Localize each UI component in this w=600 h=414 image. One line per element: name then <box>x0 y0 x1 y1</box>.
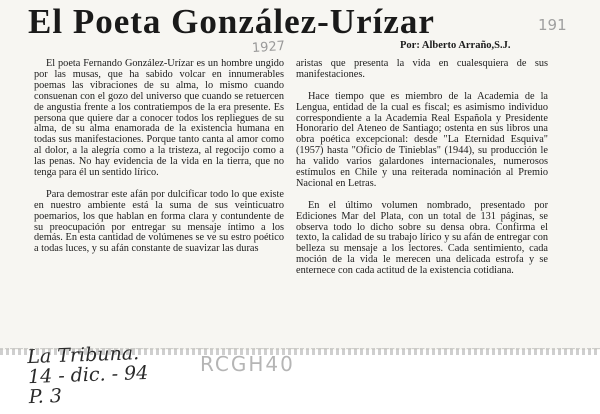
handwritten-side-note: 191 <box>538 16 567 34</box>
paragraph: aristas que presenta la vida en cualesquiera de sus manifestaciones. <box>296 58 548 80</box>
source-newspaper: La Tribuna. <box>26 342 140 369</box>
article-right-column <box>296 59 548 288</box>
paragraph: Para demostrar este afán por dulcificar todo lo que existe en nuestro ambiente está la suma de sus veinticuatro poemarios, los que hablan en forma clara y contundente de su preocupación por entregar su mensaje íntimo a los demás. En esta cantidad de volúmenes se ve su estro poético a todas luces, y su afán constante de suavizar las duras <box>34 188 284 255</box>
source-date: 14 - dic. - 94 <box>27 361 149 389</box>
handwritten-source-note <box>27 343 149 407</box>
paragraph: El poeta Fernando González-Urízar es un hombre ungido por las musas, que ha sabido volcar en innumerables poemas las vibraciones de su alma, lo mismo cuando consuenan con el gozo del universo que cuando se retuercen de angustia frente a los contratiempos de la era presente. Es persona que quiere dar a conocer todos los repliegues de su alma, de su alma enamorada de la existencia humana en todas sus manifestaciones. Porque tanto canta al amor como al dolor, a la alegría como a la tristeza, al regocijo como a las penas. No hay evidencia de la vida en la tierra, que no tenga para él un sentido lírico. <box>34 58 284 179</box>
source-page: P. 3 <box>28 384 63 409</box>
article-title: El Poeta González-Urízar <box>28 2 435 41</box>
article-left-column <box>34 59 284 266</box>
archive-code: RCGH40 <box>200 352 295 376</box>
article-byline: Por: Alberto Arraño,S.J. <box>400 40 511 51</box>
handwritten-year-note: 1927 <box>251 38 286 57</box>
paragraph: Hace tiempo que es miembro de la Academia de la Lengua, entidad de la cual es fiscal; es asimismo individuo correspondiente a la Academia Real Española y Presidente Honorario del Ateneo de Santiago; ostenta en sus libros una obra poética excepcional: desde "La Eternidad Esquiva" (1957) hasta "Oficio de Tinieblas" (1944), su producción le ha valido varios galardones internacionales, numerosos estímulos en Chile y una reiterada nominación al Premio Nacional en Letras. <box>296 90 548 189</box>
paragraph: En el último volumen nombrado, presentado por Ediciones Mar del Plata, con un total de 131 páginas, se observa todo lo dicho sobre su densa obra. Confirma el texto, la calidad de su trabajo lírico y su afán de entregar con belleza su mensaje a los lectores. Cada sentimiento, cada moción de la vida le merecen una delicada estrofa y se enternece con cada actitud de la existencia cotidiana. <box>296 199 548 277</box>
